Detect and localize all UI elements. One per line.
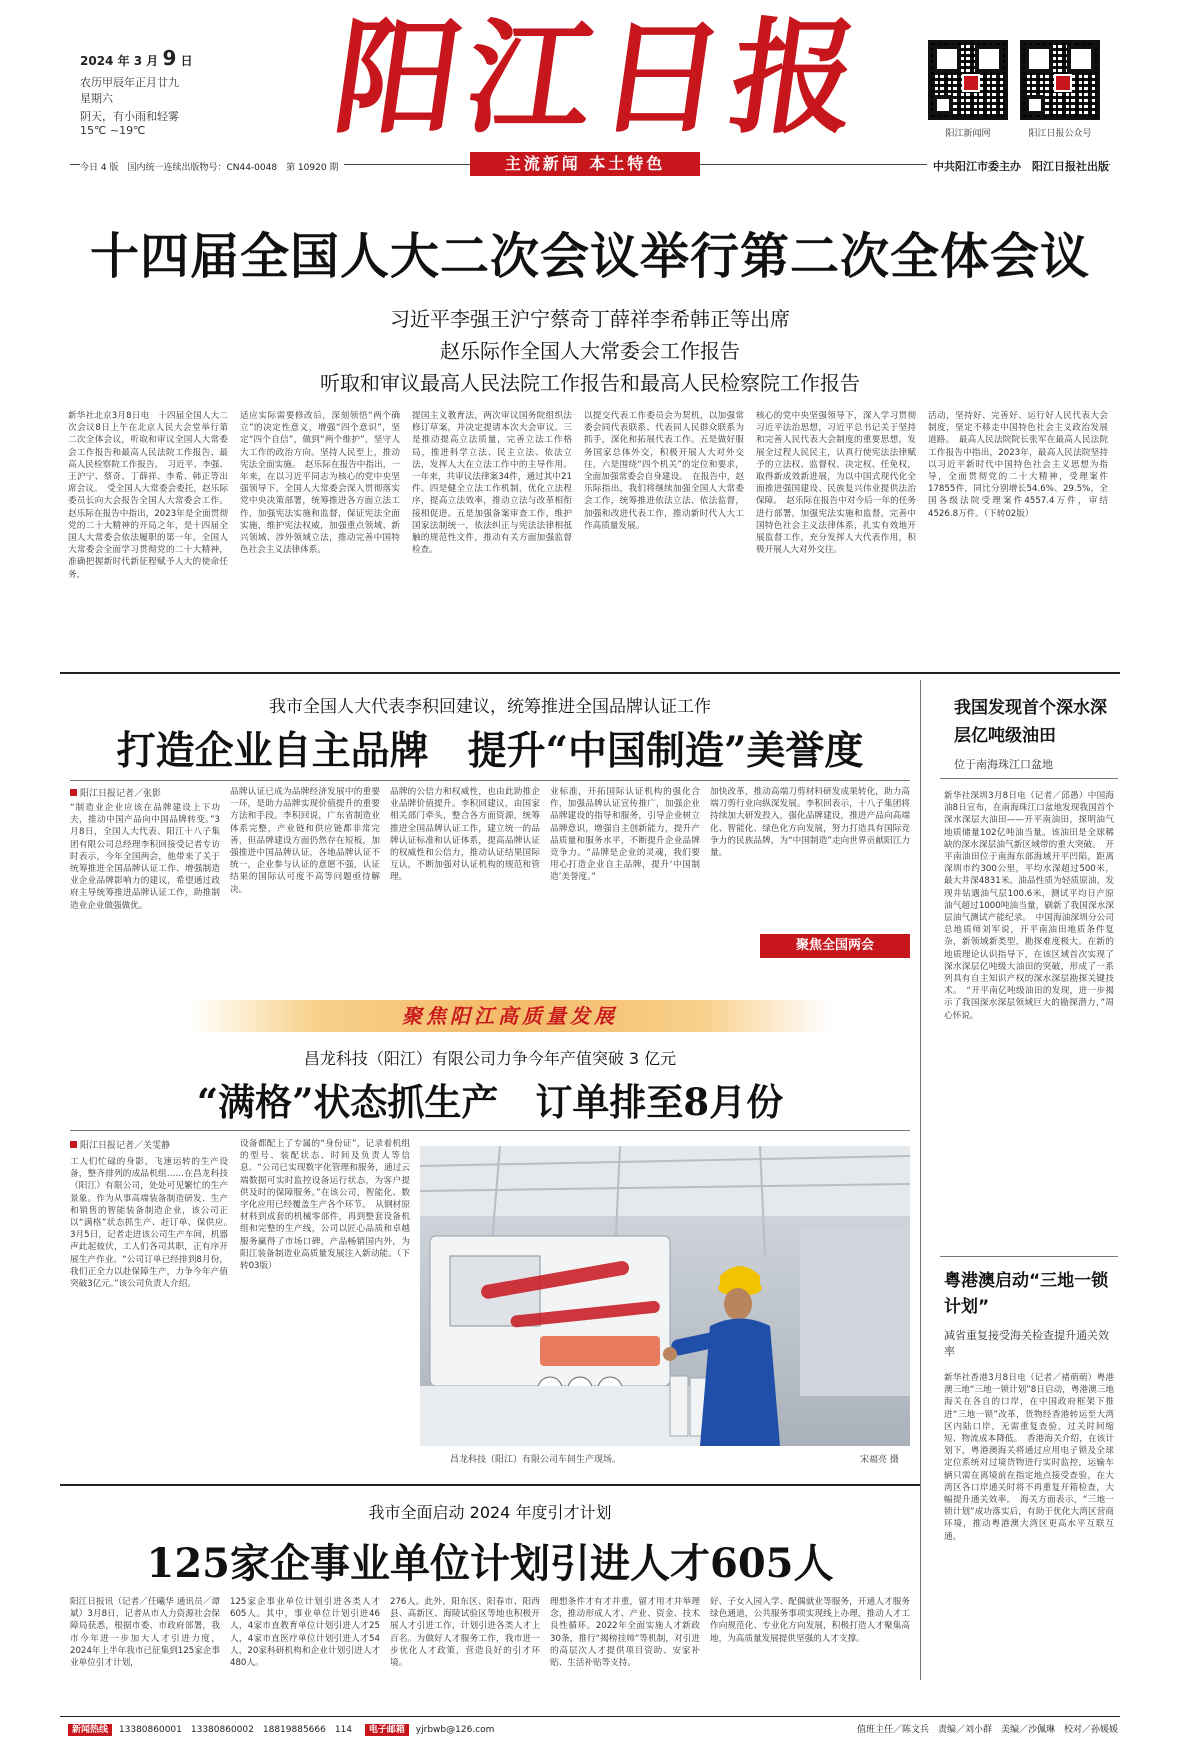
gba-body: 新华社香港3月8日电（记者／褚萌萌）粤港澳三地“三地一锁计划”8日启动，粤港澳三地海关在各自的口岸，在中国政府框架下推进“三地一锁”改革，货物经香港转运至大湾区内陆口岸，无需重复查验，过关时间缩短、物流成本降低。 香港海关介绍，在该计划下，粤港澳海关将通过应用电子锁及全球定位系统对过境货物进行实时监控，运输车辆只需在离境前在指定地点接受查验，在大湾区各口岸通关时将不再重复开箱检查，大幅提升通关效率。 海关方面表示，“三地一锁计划”成功落实后，有助于优化大湾区营商环境，推动粤港澳大湾区更高水平互联互通。 [944, 1373, 1114, 1542]
email-address: yjrbwb@126.com [415, 1725, 495, 1735]
brand-headline: 打造企业自主品牌 提升“中国制造”美誉度 [116, 728, 864, 774]
lead-headline: 十四届全国人大二次会议举行第二次全体会议 [89, 227, 1090, 285]
gba-subhead: 减省重复接受海关检查提升通关效率 [944, 1329, 1109, 1358]
masthead-date [80, 46, 193, 70]
lead-subhead-1: 习近平李强王沪宁蔡奇丁薛祥李希韩正等出席 [390, 307, 790, 331]
factory-scene-illustration [420, 1146, 910, 1446]
hotline-numbers: 13380860001 13380860002 18819885666 114 [118, 1725, 353, 1735]
oilfield-subhead: 位于南海珠江口盆地 [954, 758, 1053, 771]
hotline-label: 新闻热线 [68, 1724, 112, 1736]
talent-column-3: 276人。此外，阳东区、阳春市、阳西县、高新区、海陵试验区等地也积极开展人才引进工作，计划引进各类人才上百名。为做好人才服务工作，我市进一步优化人才政策，营造良好的引才环境。 [390, 1597, 540, 1669]
oilfield-headline: 我国发现首个深水深层亿吨级油田 [954, 698, 1107, 746]
gba-top-rule [940, 1256, 1118, 1257]
lead-column-1: 新华社北京3月8日电 十四届全国人大二次会议8日上午在北京人民大会堂举行第二次全体会议，听取和审议全国人大常委会工作报告和最高人民法院工作报告、最高人民检察院工作报告。 习近平、李强、王沪宁、蔡奇、丁薛祥、李希、韩正等出席会议。 受全国人大常委会委托，赵乐际委员长向大会报告全国人大常委会工作。赵乐际在报告中指出，2023年是全面贯彻党的二十大精神的开局之年，是十四届全国人大常委会依法履职的第一年。全国人大常委会全面学习贯彻党的二十大精神，准确把握新时代新征程赋予人大的使命任务， [68, 411, 228, 580]
email-label: 电子邮箱 [365, 1724, 409, 1736]
masthead-lunar: 农历甲辰年正月廿九 [80, 76, 179, 89]
masthead-temperature: 15℃ ~19℃ [80, 124, 146, 137]
footer-credits: 值班主任／陈文兵 责编／刘小群 美编／沙佩琳 校对／孙媛媛 [856, 1725, 1118, 1735]
feature-byline [70, 1138, 170, 1151]
lead-column-4: 以提交代表工作委员会为契机，以加强常委会同代表联系、代表同人民群众联系为抓手，深化和拓展代表工作。五是做好服务国家总体外交，积极开展人大对外交往，六是围绕“四个机关”的定位和要求，全面加强常委会自身建设。 在报告中，赵乐际指出，我们将继续加强全国人大常委会工作，统筹推进依法立法、依法监督，加强和改进代表工作，推动新时代人大工作高质量发展。 [584, 411, 744, 531]
masthead-weather: 阴天，有小雨和轻雾 [80, 110, 179, 123]
brand-column-3: 品牌的公信力和权威性，也由此助推企业品牌价值提升。李积回建议，由国家相关部门牵头，整合各方面资源，统筹推进全国品牌认证工作，建立统一的品牌认证标准和认证体系，提高品牌认证的权威性和公信力，推动认证结果国际互认，不断加强对认证机构的规范和管理。 [390, 787, 540, 883]
qr-label-news-site: 阳江新闻网 [945, 129, 991, 139]
masthead-weekday: 星期六 [80, 92, 113, 105]
qr-code-wechat [1020, 40, 1100, 120]
feature-kicker: 昌龙科技（阳江）有限公司力争今年产值突破 3 亿元 [303, 1049, 677, 1068]
brand-byline [70, 786, 161, 799]
qr-code-news-site [928, 40, 1008, 120]
brand-kicker: 我市全国人大代表李积回建议，统筹推进全国品牌认证工作 [269, 697, 711, 717]
lead-column-2: 适应实际需要修改后，深刻领悟“两个确立”的决定性意义，增强“四个意识”，坚定“四个自信”，做到“两个维护”，坚守人大工作的政治方向。坚持人民至上，推动宪法全面实施。 赵乐际在报告中指出，一年来，在以习近平同志为核心的党中央坚强领导下，全国人大常委会深入贯彻落实党中央决策部署，统筹推进各方面立法工作，加强宪法实施和监督，保证宪法全面实施，维护宪法权威，加强重点领域、新兴领域、涉外领域立法，推动完善中国特色社会主义法律体系。 [240, 411, 400, 556]
talent-column-2: 125家企事业单位计划引进各类人才605人。其中，事业单位计划引进46人，4家市直教育单位计划引进人才25人，4家市直医疗单位计划引进人才54人，20家科研机构和企业计划引进人才480人。 [230, 1597, 380, 1669]
feature-bottom-rule [60, 1484, 920, 1486]
feature-headline: “满格”状态抓生产 订单排至8月份 [196, 1080, 784, 1124]
oilfield-rule [940, 778, 1118, 779]
brand-column-4: 业标准，开拓国际认证机构的强化合作，加强品牌认证宣传推广，加强企业品牌建设的指导和服务，引导企业树立品牌意识，增强自主创新能力，提升产品质量和服务水平，不断提升企业品牌竞争力。“品牌是企业的灵魂，我们要用心打造企业自主品牌，提升‘中国制造’美誉度。” [550, 787, 700, 883]
lead-subhead-2: 赵乐际作全国人大常委会工作报告 [440, 339, 740, 363]
masthead-publisher: 中共阳江市委主办 阳江日报社出版 [927, 158, 1109, 174]
feature-column-2: 设备都配上了专属的“身份证”，记录着机组的型号、装配状态、时间及负责人等信息。“公司已实现数字化管理和服务，通过云端数据可实时监控设备运行状态，为客户提供及时的保障服务。”在该公司，智能化、数字化应用已经覆盖生产各个环节。 从钢材原材料到成套的机械零部件，再到整套设备机组和完整的生产线，公司以匠心品质和卓越服务赢得了市场口碑，产品畅销国内外，为阳江装备制造业高质量发展注入新动能。（下转03版） [240, 1139, 410, 1272]
lead-bottom-rule [60, 672, 1120, 674]
brand-tag [760, 934, 910, 958]
footer [68, 1722, 1118, 1740]
masthead-issue-info: 今日 4 版 国内统一连续出版物号：CN44-0048 第 10920 期 [80, 160, 344, 173]
byline-marker [70, 789, 77, 796]
brand-column-2: 品牌认证已成为品牌经济发展中的重要一环，是助力品牌实现价值提升的重要方法和手段。李积回说，广东省制造业体系完整，产业链和供应链都非常完善，但品牌建设方面仍然存在短板，加强推进中国品牌认证，各地品牌认证不统一，企业参与认证的意愿不强，认证结果的国际认可度不高等问题亟待解决。 [230, 787, 380, 895]
feature-photo [420, 1146, 910, 1446]
masthead-slogan: 主流新闻 本土特色 [470, 152, 700, 176]
right-column-divider [920, 680, 921, 1680]
footer-rule [60, 1716, 1120, 1717]
talent-kicker: 我市全面启动 2024 年度引才计划 [368, 1503, 612, 1522]
masthead-title: 阳江日报 [325, 6, 875, 151]
lead-subhead-3: 听取和审议最高人民法院工作报告和最高人民检察院工作报告 [320, 371, 860, 395]
talent-column-5: 好、子女入园入学、配偶就业等服务，开通人才服务绿色通道，公共服务事项实现线上办理，推动人才工作向规范化、专业化方向发展，积极打造人才聚集高地，为高质量发展提供坚强的人才支撑。 [710, 1597, 910, 1644]
lead-column-3: 提国主义教育法，两次审议国务院组织法修订草案，并决定提请本次大会审议。三是推动提高立法质量，完善立法工作格局，推进科学立法、民主立法、依法立法，发挥人大在立法工作中的主导作用。一年来，共审议法律案34件，通过其中21件。四是健全立法工作机制，优化立法程序，提高立法效率，推动立法与改革相衔接相促进。五是加强备案审查工作，维护国家法制统一，依法纠正与宪法法律相抵触的规范性文件，推动有关方面加强监督检查。 [412, 411, 572, 556]
feature-banner [190, 1000, 830, 1032]
feature-rule [70, 1130, 910, 1131]
oilfield-body: 新华社深圳3月8日电（记者／邱愚）中国海油8日宣布，在南海珠江口盆地发现我国首个深水深层大油田——开平南油田，探明油气地质储量102亿吨油当量。该油田是全球稀缺的深水深层油气新区域带的重大突破。 开平南油田位于南海东部海域开平凹陷，距离深圳市约300公里，平均水深超过500米，最大井深4831米。油品性质为轻质原油，发现井钻遇油气层100.6米，测试平均日产原油气超过1000吨油当量，刷新了我国深水深层油气测试产能纪录。 中国海油深圳分公司总地质师刘军说，开平南油田地质条件复杂，新领域新类型，勘探难度极大。在新的地质理论认识指导下，在该区域首次实现了深水深层亿吨级大油田的突破，形成了一系列具有自主知识产权的深水深层勘探关键技术。 “开平南亿吨级油田的发现，进一步揭示了我国深水深层领域巨大的勘探潜力，”周心怀说。 [944, 791, 1114, 1021]
talent-column-4: 理想条件才有才并重，留才用才并举理念，推动形成人才、产业、资金、技术良性循环。2022年全面实施人才新政30条，推行“揭榜挂帅”等机制，对引进的高层次人才提供项目资助、安家补贴、生活补贴等支持。 [550, 1597, 700, 1669]
brand-column-1: “制造业企业应该在品牌建设上下功夫，推动中国产品向中国品牌转变。”3月8日，全国人大代表、阳江十八子集团有限公司总经理李积回接受记者专访时表示，今年全国两会，他带来了关于统筹推进全国品牌认证工作、增强制造业企业品牌影响力的建议，希望通过政府主导统筹推进品牌认证工作，助推制造业企业做强做优。 [70, 803, 220, 911]
date-day: 9 [162, 46, 177, 70]
feature-banner-text: 聚焦阳江高质量发展 [402, 1004, 618, 1028]
lead-column-5: 核心的党中央坚强领导下，深入学习贯彻习近平法治思想，习近平总书记关于坚持和完善人民代表大会制度的重要思想，发展全过程人民民主，认真行使宪法法律赋予的立法权、监督权、决定权、任免权，取得新成效新进展，为以中国式现代化全面推进强国建设、民族复兴伟业提供法治保障。 赵乐际在报告中对今后一年的任务进行部署，加强宪法实施和监督，完善中国特色社会主义法律体系，扎实有效地开展监督工作，充分发挥人大代表作用，积极开展人大对外交往。 [756, 411, 916, 556]
lead-column-6: 活动，坚持好、完善好、运行好人民代表大会制度，坚定不移走中国特色社会主义政治发展道路。 最高人民法院院长张军在最高人民法院工作报告中指出，2023年，最高人民法院坚持以习近平新时代中国特色社会主义思想为指导，全面贯彻党的二十大精神，受理案件17855件，同比分别增长54.6%、29.5%，全国各级法院受理案件4557.4万件，审结4526.8万件。（下转02版） [928, 411, 1108, 519]
talent-column-1: 阳江日报讯（记者／任曦华 通讯员／谭斌）3月8日，记者从市人力资源社会保障局获悉，根据市委、市政府部署，我市今年进一步加大人才引进力度，2024年上半年我市已征集到125家企事业单位引才计划， [70, 1597, 220, 1669]
brand-column-5: 加快改革，推动高端刀剪材料研发成果转化，助力高端刀剪行业向纵深发展。李积回表示，十八子集团将持续加大研发投入，强化品牌建设，推进产品向高端化、智能化、绿色化方向发展，努力打造具有国际竞争力的民族品牌，为“中国制造”走向世界贡献阳江力量。 [710, 787, 910, 859]
date-day-suffix: 日 [180, 54, 193, 68]
feature-photo-credit: 宋福亮 摄 [860, 1455, 899, 1465]
brand-byline-text: 阳江日报记者／张影 [80, 789, 162, 799]
feature-photo-caption: 昌龙科技（阳江）有限公司车间生产现场。 [450, 1455, 622, 1465]
date-year-month: 2024 年 3 月 [80, 54, 159, 68]
feature-column-1: 工人们忙碌的身影，飞速运转的生产设备，整齐排列的成品机组……在昌龙科技（阳江）有限公司，处处可见繁忙的生产景象。作为从事高端装备制造研发、生产和销售的智能装备制造企业，该公司正以“满格”状态抓生产、赶订单、保供应。 3月5日，记者走进该公司生产车间，机器声此起彼伏，工人们各司其职，正有序开展生产作业。“公司订单已经排到8月份，我们正全力以赴保障生产，力争今年产值突破3亿元。”该公司负责人介绍。 [70, 1157, 237, 1290]
gba-headline: 粤港澳启动“三地一锁计划” [944, 1271, 1109, 1317]
talent-headline: 125家企事业单位计划引进人才605人 [146, 1540, 834, 1587]
byline-marker [70, 1141, 77, 1148]
qr-label-wechat: 阳江日报公众号 [1028, 129, 1092, 139]
feature-byline-text: 阳江日报记者／关雯静 [80, 1141, 171, 1151]
brand-rule [70, 780, 910, 781]
brand-tag-text: 聚焦全国两会 [795, 938, 874, 953]
masthead [0, 0, 1179, 178]
